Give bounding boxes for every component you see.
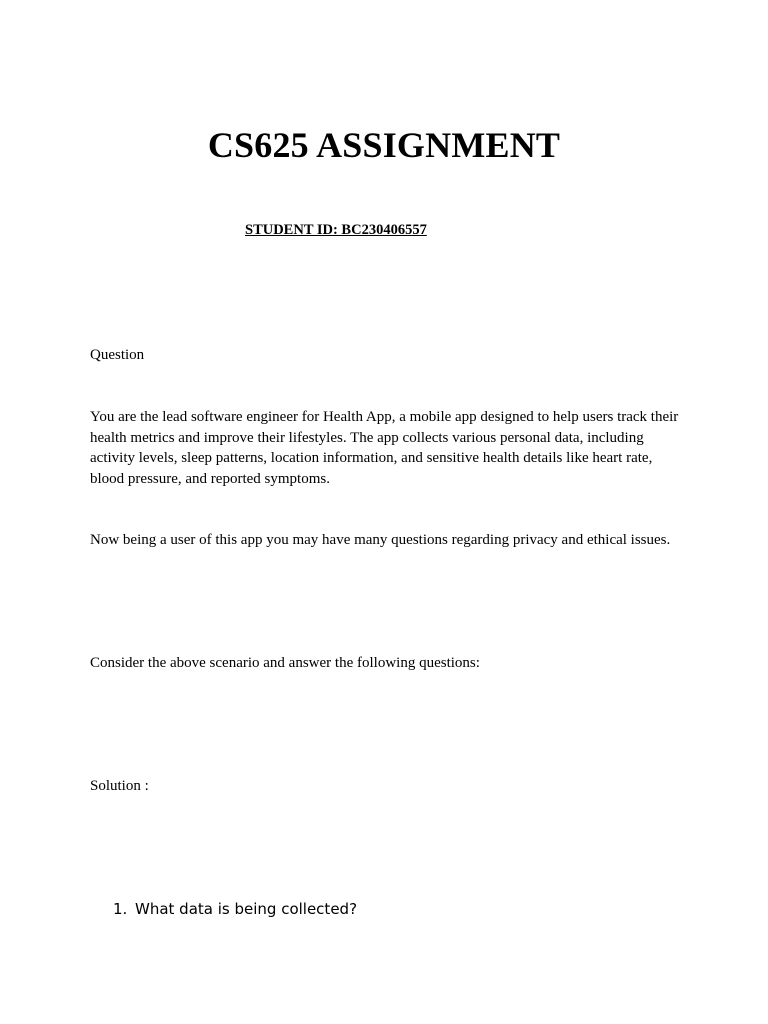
user-perspective-paragraph: Now being a user of this app you may have many questions regarding privacy and ethical issues. (90, 532, 671, 548)
instruction-paragraph: Consider the above scenario and answer the following questions: (90, 655, 480, 671)
question-text: What data is being collected? (135, 900, 358, 918)
solution-heading: Solution : (90, 778, 149, 794)
question-heading: Question (90, 347, 145, 363)
scenario-paragraph: You are the lead software engineer for Health App, a mobile app designed to help users track their health metrics and improve their lifestyles. The app collects various personal data, including activity levels, sleep patterns, location information, and sensitive health details like heart rate, blood pressure, and reported symptoms. (90, 409, 679, 487)
question-number: 1. (113, 900, 128, 918)
document-title: CS625 ASSIGNMENT (207, 125, 561, 165)
question-list-item (113, 900, 357, 918)
student-id: STUDENT ID: BC230406557 (245, 222, 427, 238)
